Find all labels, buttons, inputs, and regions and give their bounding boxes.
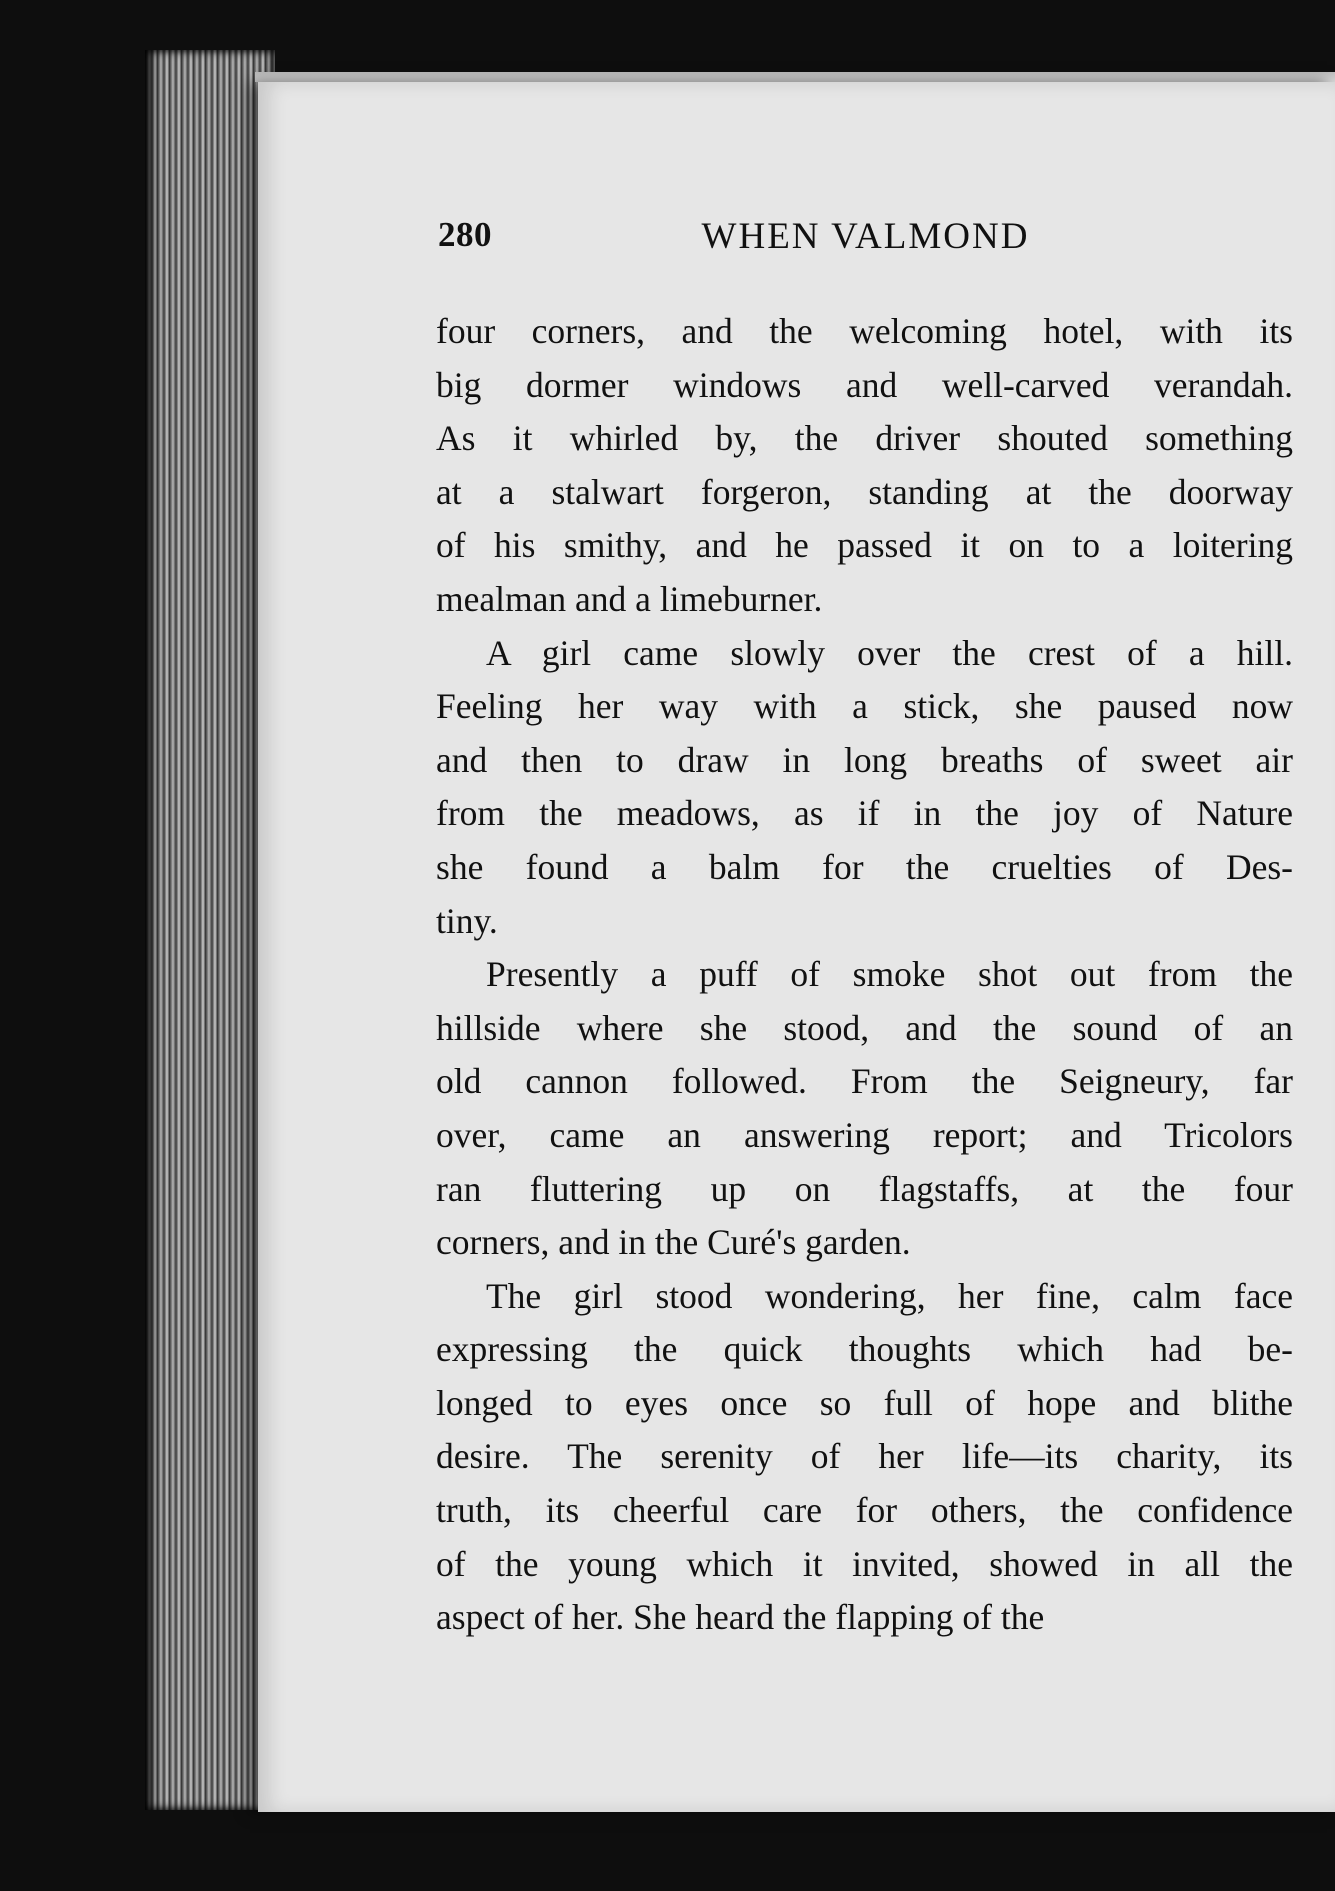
paragraph xyxy=(436,1270,1293,1645)
text-line: A girl came slowly over the crest of a hill. xyxy=(486,632,1293,673)
body-text xyxy=(436,305,1293,1645)
text-line: The girl stood wondering, her fine, calm face xyxy=(486,1275,1293,1316)
text-line: tiny. xyxy=(436,900,498,941)
page-edges xyxy=(145,50,275,1810)
paragraph xyxy=(436,948,1293,1270)
text-line: aspect of her. She heard the flapping of the xyxy=(436,1597,1045,1638)
text-line: at a stalwart forgeron, standing at the doorway xyxy=(436,471,1293,512)
text-line: Feeling her way with a stick, she paused now xyxy=(436,686,1293,727)
text-line: and then to draw in long breaths of sweet air xyxy=(436,739,1293,780)
text-line: of the young which it invited, showed in all the xyxy=(436,1543,1293,1584)
page-number: 280 xyxy=(438,215,492,254)
text-line: truth, its cheerful care for others, the confidence xyxy=(436,1490,1293,1531)
text-line: over, came an answering report; and Tricolors xyxy=(436,1114,1293,1155)
text-line: Presently a puff of smoke shot out from the xyxy=(486,954,1293,995)
paragraph xyxy=(436,305,1293,627)
text-line: old cannon followed. From the Seigneury, far xyxy=(436,1061,1293,1102)
text-line: four corners, and the welcoming hotel, with its xyxy=(436,311,1293,351)
text-line: mealman and a limeburner. xyxy=(436,578,823,619)
running-title: WHEN VALMOND xyxy=(701,216,1030,257)
page-header xyxy=(438,215,1293,265)
text-line: corners, and in the Curé's garden. xyxy=(436,1222,911,1263)
text-line: from the meadows, as if in the joy of Nature xyxy=(436,793,1293,834)
text-line: of his smithy, and he passed it on to a loitering xyxy=(436,525,1293,566)
text-line: desire. The serenity of her life—its charity, its xyxy=(436,1436,1293,1477)
text-line: As it whirled by, the driver shouted something xyxy=(436,418,1293,459)
page-top-edge xyxy=(255,72,1335,82)
text-line: expressing the quick thoughts which had be- xyxy=(436,1329,1293,1370)
text-line: she found a balm for the cruelties of Des- xyxy=(436,846,1293,887)
text-line: big dormer windows and well-carved verandah. xyxy=(436,364,1293,405)
paragraph xyxy=(436,627,1293,949)
text-line: hillside where she stood, and the sound of an xyxy=(436,1007,1293,1048)
text-line: ran fluttering up on flagstaffs, at the four xyxy=(436,1168,1293,1209)
text-line: longed to eyes once so full of hope and blithe xyxy=(436,1382,1293,1423)
